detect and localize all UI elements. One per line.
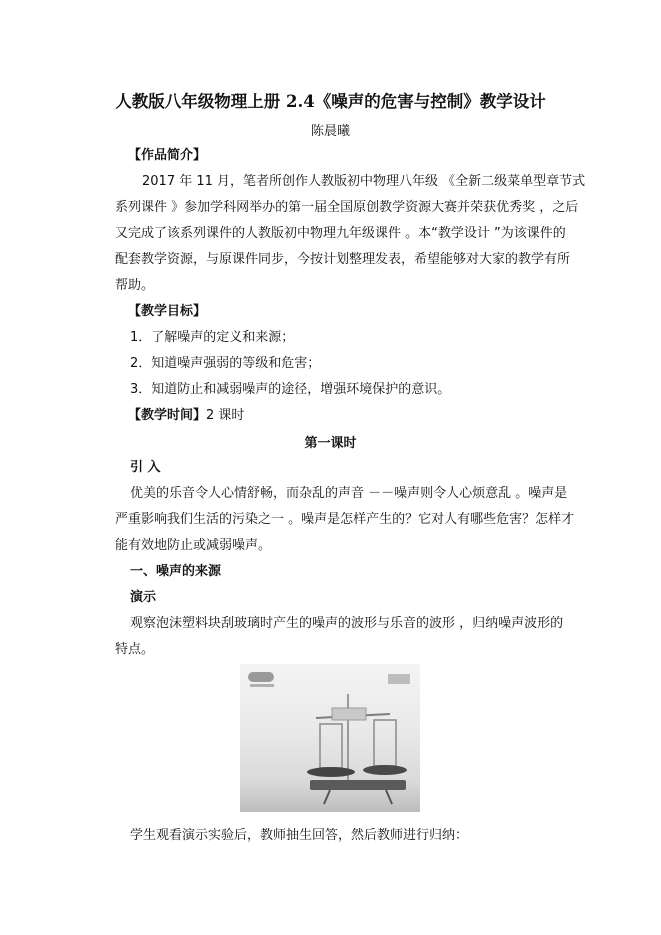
goal-item-1: 1．了解噪声的定义和来源； <box>130 330 295 345</box>
intro-text-line-1: 优美的乐音令人心情舒畅，而杂乱的声音 －－噪声则令人心烦意乱 。噪声是 <box>130 486 568 501</box>
intro-line-4: 配套教学资源，与原课件同步，今按计划整理发表，希望能够对大家的教学有所 <box>115 252 571 267</box>
demo-line-2: 特点。 <box>115 642 155 657</box>
intro-line-5: 帮助。 <box>115 278 155 293</box>
demo-heading: 演示 <box>130 590 157 605</box>
goal-item-3: 3．知道防止和减弱噪声的途径，增强环境保护的意识。 <box>130 382 451 397</box>
teaching-time-value: 2 课时 <box>206 408 245 423</box>
document-title: 人教版八年级物理上册 2.4《噪声的危害与控制》教学设计 <box>115 92 546 111</box>
experiment-figure <box>240 664 420 812</box>
author-name: 陈晨曦 <box>310 124 350 139</box>
intro-section-heading: 引 入 <box>130 460 161 475</box>
demo-line-1: 观察泡沫塑料块刮玻璃时产生的噪声的波形与乐音的波形 ，归纳噪声波形的 <box>130 616 564 631</box>
after-figure-line: 学生观看演示实验后，教师抽生回答，然后教师进行归纳： <box>130 828 469 843</box>
intro-line-1: 2017 年 11 月，笔者所创作人教版初中物理八年级 《全新二级菜单型章节式 <box>142 174 586 189</box>
teaching-time-label: 【教学时间】 <box>128 408 207 423</box>
goal-item-2: 2．知道噪声强弱的等级和危害； <box>130 356 321 371</box>
lesson1-heading: 第一课时 <box>304 436 357 451</box>
intro-heading: 【作品简介】 <box>128 148 207 163</box>
intro-line-3: 又完成了该系列课件的人教版初中物理九年级课件 。本“教学设计 ”为该课件的 <box>115 226 566 241</box>
section1-heading: 一、噪声的来源 <box>130 564 222 579</box>
goals-heading: 【教学目标】 <box>128 304 207 319</box>
balance-apparatus-icon <box>240 664 420 812</box>
intro-text-line-3: 能有效地防止或减弱噪声。 <box>115 538 272 553</box>
intro-line-2: 系列课件 》参加学科网举办的第一届全国原创教学资源大赛并荣获优秀奖 ，之后 <box>115 200 579 215</box>
teaching-time <box>128 406 244 426</box>
intro-text-line-2: 严重影响我们生活的污染之一 。噪声是怎样产生的？它对人有哪些危害？怎样才 <box>115 512 575 527</box>
